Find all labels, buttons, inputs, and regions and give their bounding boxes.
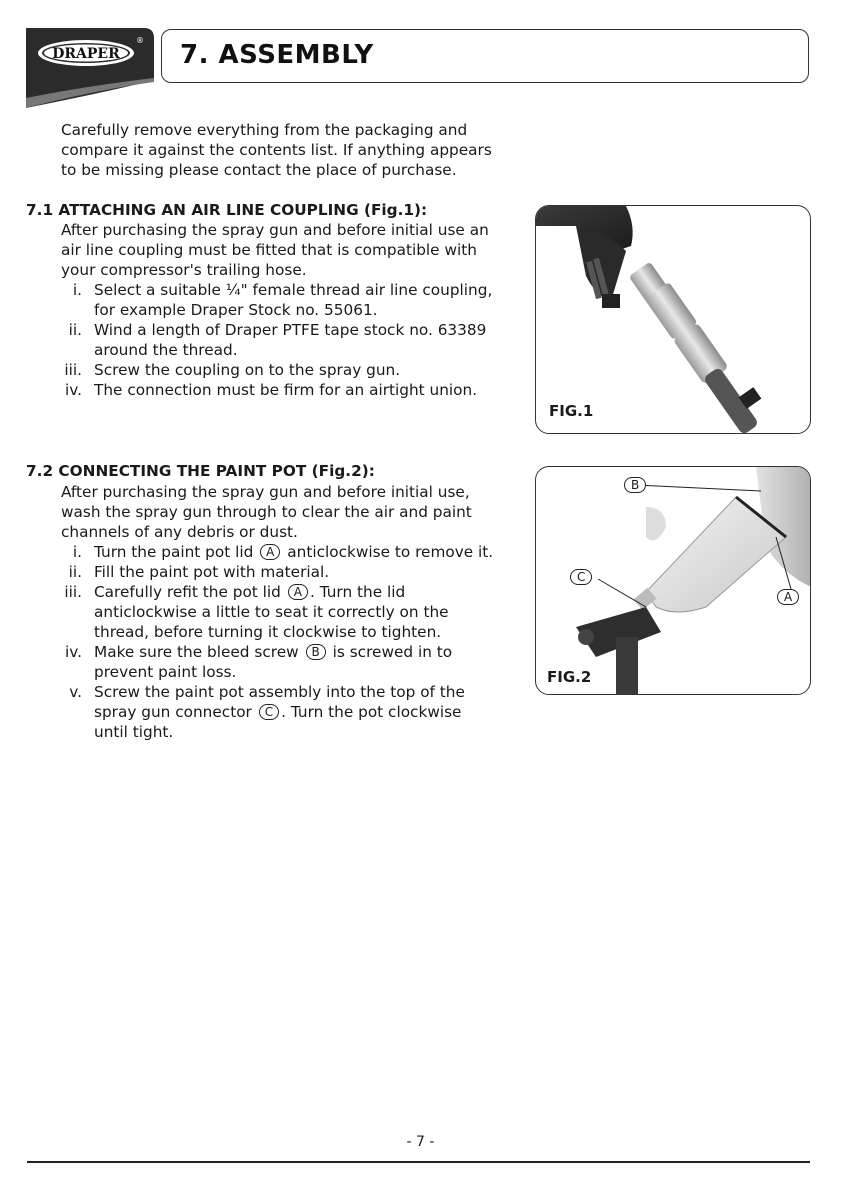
step-text: around the thread. bbox=[94, 341, 238, 359]
step-text: Fill the paint pot with material. bbox=[94, 563, 330, 581]
intro-line-1: Carefully remove everything from the packaging and bbox=[61, 121, 468, 139]
figure-1-label: FIG.1 bbox=[549, 402, 594, 420]
step-text: Screw the paint pot assembly into the top of the bbox=[94, 683, 465, 701]
section-7-1-body-2: air line coupling must be fitted that is compatible with bbox=[61, 241, 477, 259]
ref-b-marker: B bbox=[306, 644, 326, 660]
step-text: Make sure the bleed screw B is screwed in to bbox=[94, 643, 453, 661]
ref-a-marker: A bbox=[260, 544, 280, 560]
section-7-2-body-1: After purchasing the spray gun and before initial use, bbox=[61, 483, 470, 501]
callout-c: C bbox=[570, 569, 592, 585]
step-text: Carefully refit the pot lid A . Turn the lid bbox=[94, 583, 406, 601]
spray-gun-coupling-illustration bbox=[536, 206, 811, 434]
draper-logo bbox=[26, 28, 154, 110]
step-text: anticlockwise a little to seat it correctly on the bbox=[94, 603, 449, 621]
step-text: prevent paint loss. bbox=[94, 663, 237, 681]
section-7-2-heading: 7.2 CONNECTING THE PAINT POT (Fig.2): bbox=[26, 462, 375, 480]
step-text: Wind a length of Draper PTFE tape stock no. 63389 bbox=[94, 321, 487, 339]
section-7-2-body-2: wash the spray gun through to clear the air and paint bbox=[61, 503, 472, 521]
step-text: spray gun connector C . Turn the pot clockwise bbox=[94, 703, 462, 721]
step-number: iii. bbox=[64, 583, 82, 601]
section-7-1-heading: 7.1 ATTACHING AN AIR LINE COUPLING (Fig.1): bbox=[26, 201, 428, 219]
step-text: for example Draper Stock no. 55061. bbox=[94, 301, 378, 319]
step-text: thread, before turning it clockwise to tighten. bbox=[94, 623, 442, 641]
step-number: v. bbox=[69, 683, 82, 701]
page-title: 7. ASSEMBLY bbox=[180, 40, 374, 70]
callout-a: A bbox=[777, 589, 799, 605]
section-header bbox=[161, 29, 809, 83]
figure-1 bbox=[535, 205, 811, 434]
figure-2-label: FIG.2 bbox=[547, 668, 592, 686]
step-number: iv. bbox=[65, 381, 82, 399]
step-number: iv. bbox=[65, 643, 82, 661]
svg-text:DRAPER: DRAPER bbox=[52, 46, 120, 62]
step-text: Screw the coupling on to the spray gun. bbox=[94, 361, 401, 379]
footer-divider bbox=[27, 1161, 810, 1163]
step-number: i. bbox=[72, 543, 82, 561]
svg-text:®: ® bbox=[136, 36, 144, 45]
section-7-1-body-3: your compressor's trailing hose. bbox=[61, 261, 307, 279]
ref-a-marker: A bbox=[288, 584, 308, 600]
step-number: ii. bbox=[68, 563, 82, 581]
callout-b: B bbox=[624, 477, 646, 493]
intro-line-3: to be missing please contact the place of purchase. bbox=[61, 161, 457, 179]
step-text: until tight. bbox=[94, 723, 174, 741]
ref-c-marker: C bbox=[259, 704, 279, 720]
step-text: Select a suitable ¼" female thread air line coupling, bbox=[94, 281, 493, 299]
step-number: ii. bbox=[68, 321, 82, 339]
intro-line-2: compare it against the contents list. If anything appears bbox=[61, 141, 492, 159]
step-text: Turn the paint pot lid A anticlockwise to remove it. bbox=[94, 543, 494, 561]
step-number: iii. bbox=[64, 361, 82, 379]
section-7-1-body-1: After purchasing the spray gun and before initial use an bbox=[61, 221, 489, 239]
step-number: i. bbox=[72, 281, 82, 299]
page-number: - 7 - bbox=[406, 1134, 435, 1150]
step-text: The connection must be firm for an airtight union. bbox=[94, 381, 478, 399]
figure-2 bbox=[535, 466, 811, 695]
section-7-2-body-3: channels of any debris or dust. bbox=[61, 523, 298, 541]
